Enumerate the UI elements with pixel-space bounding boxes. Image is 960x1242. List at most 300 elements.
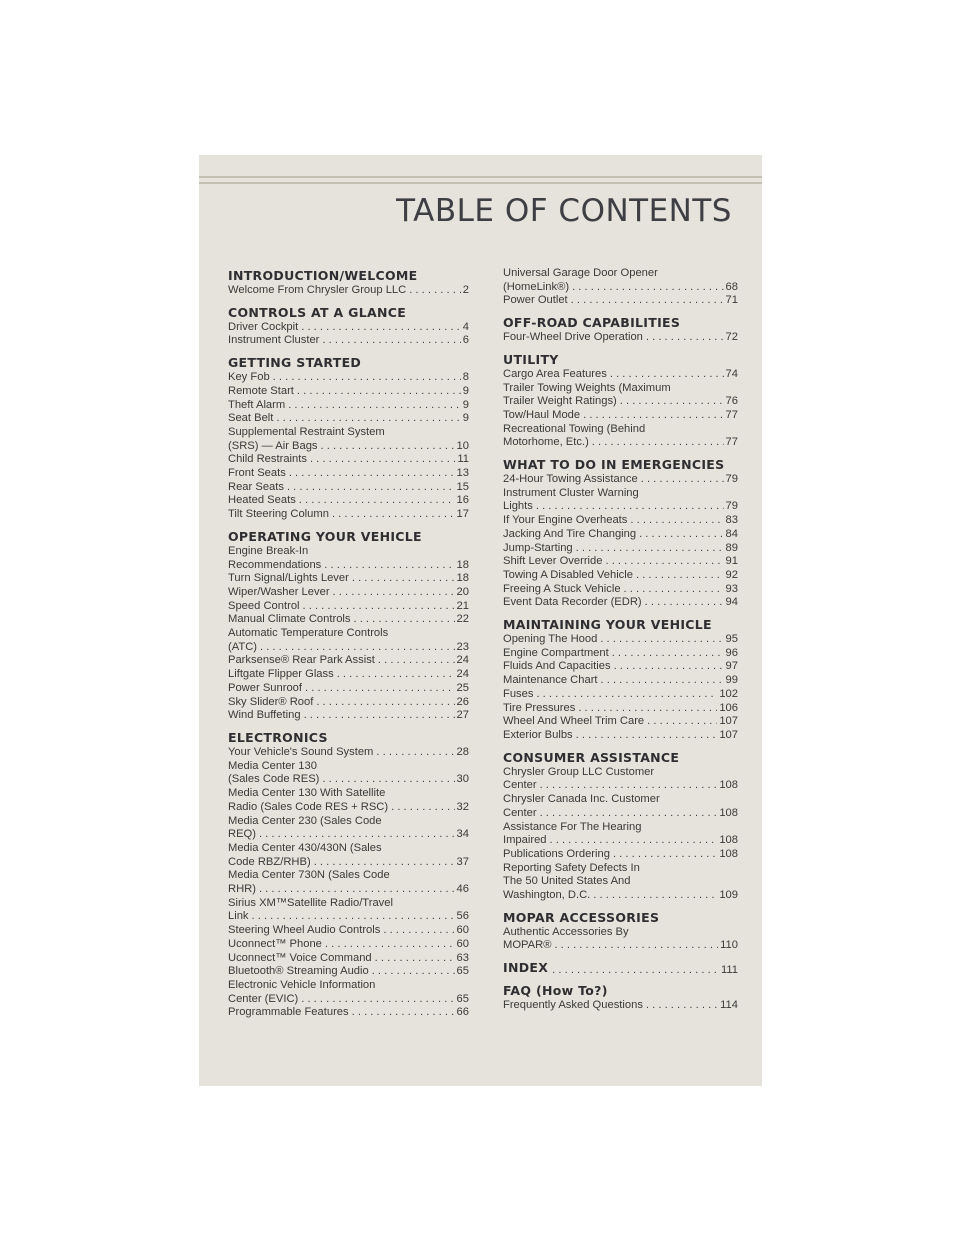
dot-leader: [589, 436, 724, 450]
entry-row: [228, 284, 469, 298]
toc-section-operating-your-vehicle: [228, 528, 469, 723]
entry-label: Exterior Bulbs: [503, 728, 573, 741]
entry-label-line: Media Center 130: [228, 759, 317, 772]
toc-entry[interactable]: [503, 702, 738, 716]
entry-label: Remote Start: [228, 384, 294, 397]
toc-entry[interactable]: [228, 545, 469, 572]
dot-leader: [322, 938, 455, 952]
toc-entry[interactable]: [228, 787, 469, 814]
dot-leader: [294, 385, 461, 399]
toc-entry[interactable]: [228, 952, 469, 966]
dot-leader: [610, 848, 717, 862]
dot-leader: [300, 600, 455, 614]
toc-entry[interactable]: [228, 600, 469, 614]
page-number: 97: [725, 660, 738, 673]
toc-section-mopar-accessories: [503, 909, 738, 953]
section-title: WHAT TO DO IN EMERGENCIES: [503, 457, 725, 473]
toc-entry[interactable]: [503, 674, 738, 688]
toc-entry[interactable]: [503, 647, 738, 661]
entry-label-line: Instrument Cluster Warning: [503, 486, 639, 499]
section-title: UTILITY: [503, 351, 559, 367]
toc-section-off-road-capabilities: [503, 314, 738, 345]
page-number: 108: [719, 834, 738, 847]
toc-entry[interactable]: [503, 715, 738, 729]
dot-leader: [329, 508, 455, 522]
toc-entry[interactable]: [503, 382, 738, 409]
toc-section-maintaining-your-vehicle: [503, 616, 738, 743]
entry-row: [228, 828, 469, 842]
dot-leader: [603, 555, 724, 569]
toc-entry[interactable]: [228, 938, 469, 952]
page-number: 96: [725, 646, 738, 659]
entry-label: 24-Hour Towing Assistance: [503, 473, 638, 486]
toc-entry[interactable]: [503, 926, 738, 953]
dot-leader: [298, 993, 454, 1007]
section-title: INTRODUCTION/WELCOME: [228, 268, 418, 283]
toc-section: [503, 267, 738, 308]
entry-label: Towing A Disabled Vehicle: [503, 568, 633, 581]
entry-row: [228, 412, 469, 426]
toc-entry[interactable]: [228, 815, 469, 842]
dot-leader: [286, 467, 455, 481]
dot-leader: [638, 473, 724, 487]
entry-row: [228, 682, 469, 696]
toc-entry[interactable]: [503, 528, 738, 542]
entry-row: [228, 709, 469, 723]
toc-entry[interactable]: [503, 660, 738, 674]
toc-entry[interactable]: [228, 321, 469, 335]
page-number: 94: [725, 596, 738, 609]
entry-row: [503, 848, 738, 862]
dot-leader: [569, 281, 723, 295]
dot-leader: [573, 542, 724, 556]
entry-label: Shift Lever Override: [503, 555, 603, 568]
dot-leader: [573, 729, 718, 743]
toc-entry[interactable]: [228, 627, 469, 654]
entry-label: Radio (Sales Code RES + RSC): [228, 800, 389, 813]
toc-entry[interactable]: [228, 508, 469, 522]
entry-label: Center (EVIC): [228, 992, 299, 1005]
dot-leader: [270, 371, 461, 385]
entry-label: Four-Wheel Drive Operation: [503, 331, 643, 344]
dot-leader: [388, 801, 454, 815]
page-number: 92: [725, 568, 738, 581]
page-number: 34: [456, 828, 469, 841]
page-number: 66: [456, 1006, 469, 1019]
entry-label: Publications Ordering: [503, 847, 610, 860]
dot-leader: [296, 494, 455, 508]
entry-label: Maintenance Chart: [503, 674, 598, 687]
entry-row: [228, 440, 469, 454]
entry-row: [228, 773, 469, 787]
entry-label: (SRS) — Air Bags: [228, 439, 318, 452]
toc-entry[interactable]: [228, 842, 469, 869]
entry-label: Jacking And Tire Changing: [503, 527, 637, 540]
toc-entry[interactable]: [228, 924, 469, 938]
dot-leader: [621, 583, 724, 597]
entry-row: [503, 395, 738, 409]
dot-leader: [627, 514, 723, 528]
entry-row: [503, 702, 738, 716]
dot-leader: [301, 709, 455, 723]
page-number: 71: [725, 294, 738, 307]
entry-row: [228, 1006, 469, 1020]
page-number: 89: [725, 541, 738, 554]
entry-label: Seat Belt: [228, 412, 274, 425]
toc-entry[interactable]: [503, 542, 738, 556]
entry-row: [228, 952, 469, 966]
entry-row: [228, 399, 469, 413]
toc-entry[interactable]: [503, 766, 738, 793]
toc-entry[interactable]: [228, 668, 469, 682]
entry-row: [503, 647, 738, 661]
toc-entry[interactable]: [228, 869, 469, 896]
dot-leader: [380, 924, 454, 938]
toc-entry[interactable]: [228, 481, 469, 495]
dot-leader: [273, 412, 460, 426]
toc-entry[interactable]: [503, 368, 738, 382]
entry-label: Speed Control: [228, 599, 300, 612]
toc-entry[interactable]: [503, 473, 738, 487]
entry-row: [228, 641, 469, 655]
section-title: INDEX: [503, 960, 549, 976]
section-title: FAQ (How To?): [503, 983, 608, 999]
page-number: 25: [456, 681, 469, 694]
entry-row: [228, 938, 469, 952]
entry-row: [503, 999, 738, 1013]
entry-row: [503, 779, 738, 793]
page-number: 9: [462, 398, 469, 411]
page-number: 11: [457, 453, 469, 466]
dot-leader: [575, 702, 717, 716]
page-number: 93: [725, 582, 738, 595]
toc-section-index: [503, 959, 738, 976]
entry-label: Uconnect™ Phone: [228, 937, 322, 950]
entry-row: [228, 494, 469, 508]
dot-leader: [349, 1006, 455, 1020]
toc-entry[interactable]: [228, 613, 469, 627]
dot-leader: [598, 674, 724, 688]
entry-label: Rear Seats: [228, 480, 284, 493]
page-number: 46: [456, 883, 469, 896]
entry-row: [503, 281, 738, 295]
entry-label-line: Chrysler Group LLC Customer: [503, 765, 655, 778]
page-number: 77: [725, 436, 738, 449]
page-number: 21: [456, 599, 469, 612]
dot-leader: [369, 965, 455, 979]
page-number: 8: [462, 371, 469, 384]
toc-entry[interactable]: [228, 284, 469, 298]
entry-label: Tow/Haul Mode: [503, 408, 581, 421]
entry-label: RHR): [228, 883, 256, 896]
page-number: 6: [462, 334, 469, 347]
toc-entry[interactable]: [503, 267, 738, 294]
entry-label-line: Automatic Temperature Controls: [228, 627, 389, 640]
toc-entry[interactable]: [503, 862, 738, 903]
dot-leader: [533, 688, 717, 702]
section-title: MOPAR ACCESSORIES: [503, 909, 660, 925]
page-number: 28: [456, 745, 469, 758]
toc-section-electronics: [228, 729, 469, 1020]
entry-row: [503, 674, 738, 688]
entry-row: [228, 965, 469, 979]
toc-entry[interactable]: [228, 979, 469, 1006]
dot-leader: [406, 284, 461, 298]
toc-entry[interactable]: [228, 586, 469, 600]
entry-label: Lights: [503, 500, 533, 513]
dot-leader: [636, 528, 723, 542]
toc-entry[interactable]: [228, 897, 469, 924]
entry-row: [228, 508, 469, 522]
entry-label: Power Outlet: [503, 294, 568, 307]
entry-row: [503, 660, 738, 674]
entry-row: [228, 600, 469, 614]
entry-label: Code RBZ/RHB): [228, 855, 311, 868]
toc-entry[interactable]: [228, 746, 469, 760]
dot-leader: [249, 910, 455, 924]
entry-label-line: Media Center 730N (Sales Code: [228, 869, 390, 882]
entry-row: [503, 331, 738, 345]
entry-label-line: Media Center 230 (Sales Code: [228, 814, 382, 827]
page-number: 76: [725, 395, 738, 408]
entry-label: Instrument Cluster: [228, 334, 320, 347]
dot-leader: [307, 453, 455, 467]
toc-entry[interactable]: [503, 555, 738, 569]
toc-entry[interactable]: [228, 399, 469, 413]
page-number: 91: [725, 555, 738, 568]
toc-left-column: [228, 267, 469, 1020]
dot-leader: [256, 883, 455, 897]
entry-row: [228, 696, 469, 710]
page-number: 13: [456, 467, 469, 480]
entry-label: Power Sunroof: [228, 681, 303, 694]
section-title: OPERATING YOUR VEHICLE: [228, 528, 422, 544]
entry-row: [503, 514, 738, 528]
toc-entry[interactable]: [228, 654, 469, 668]
dot-leader: [302, 682, 455, 696]
toc-entry[interactable]: [503, 793, 738, 820]
entry-label-line: Engine Break-In: [228, 544, 309, 557]
entry-label: Bluetooth® Streaming Audio: [228, 965, 369, 978]
toc-entry[interactable]: [503, 487, 738, 514]
toc-entry[interactable]: [503, 514, 738, 528]
toc-entry[interactable]: [503, 848, 738, 862]
toc-entry[interactable]: [503, 596, 738, 610]
page-number: 9: [462, 384, 469, 397]
entry-label: Recommendations: [228, 558, 322, 571]
page-number: 107: [719, 728, 738, 741]
page-title: TABLE OF CONTENTS: [396, 193, 732, 229]
entry-label: Trailer Weight Ratings): [503, 395, 617, 408]
page-number: 65: [456, 965, 469, 978]
entry-row: [503, 688, 738, 702]
toc-entry[interactable]: [228, 965, 469, 979]
entry-label: Jump-Starting: [503, 541, 573, 554]
entry-label-line: Trailer Towing Weights (Maximum: [503, 381, 671, 394]
toc-entry[interactable]: [503, 409, 738, 423]
toc-entry[interactable]: [503, 999, 738, 1013]
entry-label: Driver Cockpit: [228, 320, 299, 333]
toc-section-faq-how-to: [503, 982, 738, 1013]
dot-leader: [568, 294, 724, 308]
dot-leader: [373, 746, 454, 760]
toc-section-what-to-do-in-emergencies: [503, 456, 738, 610]
page-number: 107: [719, 715, 738, 728]
page-number: 26: [456, 695, 469, 708]
entry-row: [503, 409, 738, 423]
section-title: CONTROLS AT A GLANCE: [228, 304, 407, 320]
page-number: 79: [725, 500, 738, 513]
toc-entry[interactable]: [228, 572, 469, 586]
entry-row: [228, 654, 469, 668]
section-title: OFF-ROAD CAPABILITIES: [503, 315, 681, 331]
toc-entry[interactable]: [503, 294, 738, 308]
dot-leader: [319, 334, 460, 348]
entry-row: [503, 294, 738, 308]
toc-entry[interactable]: [228, 494, 469, 508]
entry-row: [503, 889, 738, 903]
entry-label: Your Vehicle's Sound System: [228, 745, 374, 758]
entry-label: Uconnect™ Voice Command: [228, 951, 372, 964]
toc-entry[interactable]: [503, 423, 738, 450]
toc-entry[interactable]: [503, 569, 738, 583]
toc-entry[interactable]: [228, 385, 469, 399]
entry-label: Welcome From Chrysler Group LLC: [228, 284, 407, 296]
section-title: ELECTRONICS: [228, 729, 328, 745]
entry-label: Fluids And Capacities: [503, 660, 611, 673]
toc-entry[interactable]: [503, 583, 738, 597]
entry-label: Frequently Asked Questions: [503, 999, 643, 1012]
toc-entry[interactable]: [228, 334, 469, 348]
toc-section-getting-started: [228, 354, 469, 522]
entry-label: Key Fob: [228, 371, 270, 384]
entry-row: [503, 729, 738, 743]
toc-entry[interactable]: [503, 331, 738, 345]
entry-row: [503, 715, 738, 729]
entry-label-line: Recreational Towing (Behind: [503, 422, 646, 435]
dot-leader: [644, 715, 717, 729]
entry-label: Heated Seats: [228, 494, 296, 507]
dot-leader: [607, 368, 724, 382]
toc-entry[interactable]: [228, 696, 469, 710]
entry-row: [228, 746, 469, 760]
dot-leader: [256, 828, 455, 842]
dot-leader: [330, 586, 455, 600]
entry-label: Theft Alarm: [228, 398, 286, 411]
entry-row: [228, 453, 469, 467]
entry-row: [503, 473, 738, 487]
dot-leader: [643, 331, 724, 345]
entry-label-line: Media Center 130 With Satellite: [228, 787, 386, 800]
page-number: 99: [725, 674, 738, 687]
entry-label-line: Supplemental Restraint System: [228, 425, 385, 438]
toc-entry[interactable]: [503, 688, 738, 702]
dot-leader: [580, 409, 723, 423]
dot-leader: [609, 647, 724, 661]
entry-row: [503, 436, 738, 450]
page-number: 20: [456, 585, 469, 598]
page-number: 24: [456, 668, 469, 681]
entry-row: [503, 583, 738, 597]
toc-section-controls-at-a-glance: [228, 304, 469, 348]
entry-label: Center: [503, 779, 537, 792]
entry-row: [228, 371, 469, 385]
entry-label: Tire Pressures: [503, 701, 576, 714]
page-number: 15: [456, 480, 469, 493]
dot-leader: [313, 696, 454, 710]
toc-entry[interactable]: [228, 682, 469, 696]
toc-entry[interactable]: [228, 453, 469, 467]
page-number: 16: [456, 494, 469, 507]
section-title: CONSUMER ASSISTANCE: [503, 749, 680, 765]
entry-row: [228, 856, 469, 870]
entry-row: [228, 668, 469, 682]
dot-leader: [285, 399, 461, 413]
entry-label: Child Restraints: [228, 453, 307, 466]
dot-leader: [633, 569, 724, 583]
toc-section-introduction-welcome: [228, 267, 469, 298]
entry-label: Liftgate Flipper Glass: [228, 668, 334, 681]
page-number: 37: [456, 855, 469, 868]
entry-label: Parksense® Rear Park Assist: [228, 654, 375, 667]
page-number: 18: [456, 558, 469, 571]
page-number: 114: [720, 999, 738, 1012]
toc-entry[interactable]: [228, 426, 469, 453]
toc-entry[interactable]: [503, 633, 738, 647]
entry-label-line: Chrysler Canada Inc. Customer: [503, 793, 660, 806]
dot-leader: [643, 999, 718, 1013]
entry-label: Freeing A Stuck Vehicle: [503, 582, 621, 595]
entry-row: [503, 834, 738, 848]
page-number: 30: [456, 773, 469, 786]
dot-leader: [321, 559, 454, 573]
dot-leader: [284, 481, 455, 495]
toc-entry-index[interactable]: [503, 959, 738, 976]
dot-leader: [318, 440, 455, 454]
dot-leader: [349, 572, 455, 586]
toc-entry[interactable]: [228, 709, 469, 723]
toc-entry[interactable]: [503, 821, 738, 848]
toc-entry[interactable]: [228, 467, 469, 481]
entry-label: (Sales Code RES): [228, 773, 320, 786]
toc-entry[interactable]: [228, 412, 469, 426]
entry-label-line: Media Center 430/430N (Sales: [228, 841, 382, 854]
entry-label-line: Sirius XM™Satellite Radio/Travel: [228, 896, 393, 909]
entry-label: REQ): [228, 828, 256, 841]
header-rule-bottom: [199, 182, 762, 184]
toc-entry[interactable]: [228, 760, 469, 787]
entry-label-line: Assistance For The Hearing: [503, 820, 642, 833]
toc-entry[interactable]: [228, 1006, 469, 1020]
entry-row: [503, 542, 738, 556]
dot-leader: [590, 889, 717, 903]
entry-label: Front Seats: [228, 467, 286, 480]
entry-row: [228, 993, 469, 1007]
entry-row: [503, 555, 738, 569]
page-number: 23: [456, 640, 469, 653]
entry-row: [228, 572, 469, 586]
entry-label: Link: [228, 910, 249, 923]
toc-entry[interactable]: [228, 371, 469, 385]
entry-row: [503, 939, 738, 953]
dot-leader: [372, 952, 455, 966]
dot-leader: [547, 834, 718, 848]
toc-entry[interactable]: [503, 729, 738, 743]
dot-leader: [551, 939, 718, 953]
entry-row: [228, 801, 469, 815]
entry-row: [228, 559, 469, 573]
toc-right-column: [503, 267, 738, 1013]
